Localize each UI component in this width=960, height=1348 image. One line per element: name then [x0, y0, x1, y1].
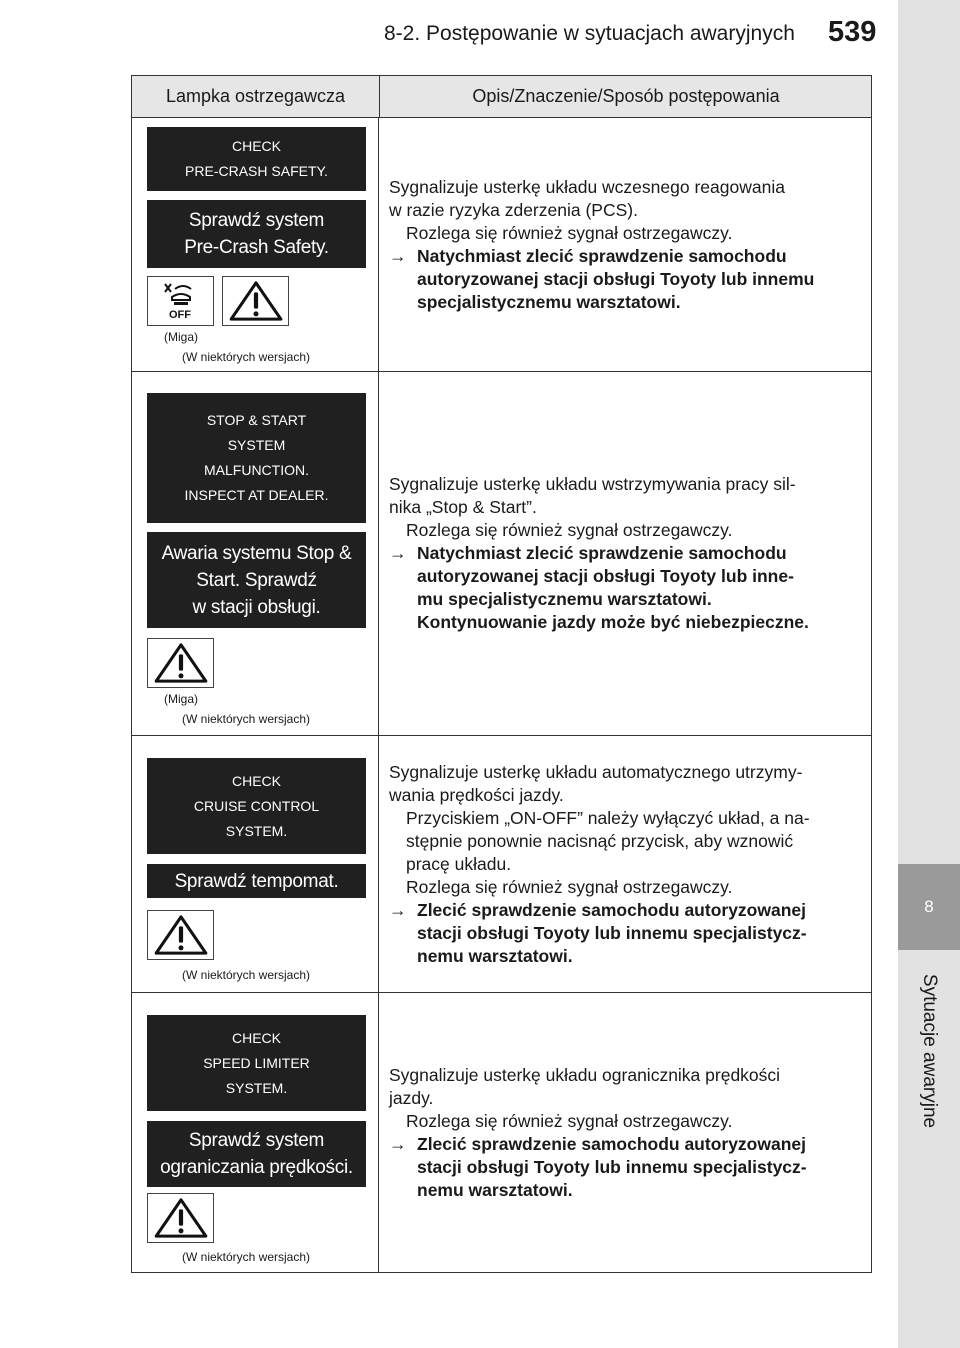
description-text	[379, 176, 828, 314]
table-row	[132, 736, 871, 993]
text-line: Kontynuowanie jazdy może być niebezpieczne.	[417, 612, 809, 632]
warning-lights-table	[131, 75, 872, 1273]
text-line: Natychmiast zlecić sprawdzenie samochodu	[417, 245, 787, 266]
text-line: stacji obsługi Toyoty lub innemu specjalistycz-	[417, 1156, 807, 1177]
description-note: Rozlega się również sygnał ostrzegawczy.	[406, 1110, 733, 1131]
text-line: mu specjalistycznemu warsztatowi.	[417, 589, 712, 609]
text-line: Sygnalizuje usterkę układu wczesnego reagowania	[389, 176, 785, 197]
display-message-english	[147, 758, 366, 854]
column-header-lamp: Lampka ostrzegawcza	[165, 86, 346, 106]
text-line: Sygnalizuje usterkę układu automatycznego utrzymy-	[389, 761, 803, 782]
message-line: CHECK	[231, 138, 281, 154]
display-message-english	[147, 393, 366, 523]
chapter-title-vertical	[898, 956, 960, 1146]
description-intro	[389, 761, 810, 807]
message-line: w stacji obsługi.	[192, 596, 321, 618]
text-line: stępnie ponownie nacisnąć przycisk, aby wznowić	[406, 830, 794, 851]
description-note: Rozlega się również sygnał ostrzegawczy.	[406, 222, 733, 243]
text-line: autoryzowanej stacji obsługi Toyoty lub inne-	[417, 566, 794, 586]
text-line: wania prędkości jazdy.	[389, 784, 564, 805]
description-text	[379, 473, 823, 634]
section-title: 8-2. Postępowanie w sytuacjach awaryjnych	[384, 22, 795, 45]
description-cell	[379, 372, 871, 735]
column-header-description: Opis/Znaczenie/Sposób postępowania	[379, 76, 872, 117]
page-number: 539	[828, 16, 877, 48]
description-cell	[379, 993, 871, 1272]
description-cell	[379, 736, 871, 992]
chapter-number-badge: 8	[898, 864, 960, 950]
warning-triangle-icon	[222, 276, 289, 326]
description-intro	[389, 1064, 807, 1110]
text-line: Sygnalizuje usterkę układu wstrzymywania pracy sil-	[389, 474, 796, 494]
description-text	[379, 1064, 821, 1202]
version-note: (W niektórych wersjach)	[182, 1250, 311, 1264]
table-row	[132, 993, 871, 1272]
message-line: Sprawdź system	[188, 210, 325, 231]
message-line: Sprawdź tempomat.	[174, 870, 339, 892]
pcs-off-icon	[147, 276, 214, 326]
message-line: Pre-Crash Safety.	[184, 237, 329, 258]
action-instruction	[389, 1133, 807, 1202]
message-line: Start. Sprawdź	[196, 569, 317, 591]
action-instruction	[389, 245, 814, 314]
message-line: INSPECT AT DEALER.	[184, 487, 329, 503]
text-line: Przyciskiem „ON-OFF” należy wyłączyć układ, a na-	[406, 807, 810, 828]
message-line: Sprawdź system	[188, 1130, 325, 1151]
version-note: (W niektórych wersjach)	[182, 968, 311, 982]
lamp-cell	[132, 993, 379, 1272]
chapter-title: Sytuacje awaryjne	[919, 973, 941, 1129]
version-note: (W niektórych wersjach)	[182, 350, 311, 364]
warning-triangle-icon	[147, 1193, 214, 1243]
message-line: CRUISE CONTROL	[193, 797, 320, 814]
display-message-polish	[147, 532, 366, 628]
message-line: CHECK	[231, 1029, 281, 1046]
message-line: SYSTEM.	[225, 1079, 288, 1096]
message-line: SYSTEM	[227, 437, 286, 453]
lamp-cell	[132, 118, 379, 371]
description-intro	[389, 473, 809, 519]
message-line: SYSTEM.	[225, 822, 288, 839]
warning-triangle-icon	[147, 910, 214, 960]
text-line: w razie ryzyka zderzenia (PCS).	[389, 199, 638, 220]
text-line: stacji obsługi Toyoty lub innemu specjalistycz-	[417, 922, 807, 943]
display-message-english	[147, 1015, 366, 1111]
description-note: Rozlega się również sygnał ostrzegawczy.	[406, 520, 733, 540]
table-row	[132, 118, 871, 372]
text-line: Sygnalizuje usterkę układu ogranicznika prędkości	[389, 1064, 781, 1085]
message-line: ograniczania prędkości.	[160, 1157, 353, 1178]
text-line: nemu warsztatowi.	[417, 945, 573, 966]
message-line: STOP & START	[206, 412, 307, 428]
action-instruction	[389, 899, 810, 968]
table-header	[132, 76, 871, 118]
message-line: CHECK	[231, 772, 281, 789]
text-line: nika „Stop & Start”.	[389, 497, 537, 517]
arrow-icon: →	[389, 1133, 407, 1154]
description-text	[379, 761, 824, 968]
action-instruction	[389, 542, 809, 634]
text-line: pracę układu.	[406, 853, 512, 874]
lamp-cell	[132, 736, 379, 992]
text-line: Natychmiast zlecić sprawdzenie samochodu	[417, 543, 787, 563]
warning-triangle-icon	[147, 638, 214, 688]
message-line: MALFUNCTION.	[204, 462, 309, 478]
description-cell	[379, 118, 871, 371]
display-message-polish	[147, 864, 366, 898]
text-line: specjalistycznemu warsztatowi.	[417, 291, 681, 312]
arrow-icon: →	[389, 245, 407, 266]
display-message-english	[147, 127, 366, 191]
lamp-cell	[132, 372, 379, 735]
display-message-polish	[147, 200, 366, 268]
table-row	[132, 372, 871, 736]
blink-note: (Miga)	[164, 692, 199, 706]
svg-text:OFF: OFF	[168, 309, 191, 321]
version-note: (W niektórych wersjach)	[182, 712, 311, 726]
message-line: Awaria systemu Stop &	[161, 542, 352, 564]
description-note	[389, 807, 810, 899]
message-line: PRE-CRASH SAFETY.	[185, 163, 328, 179]
description-intro	[389, 176, 814, 222]
arrow-icon: →	[389, 899, 407, 920]
text-line: Zlecić sprawdzenie samochodu autoryzowanej	[417, 899, 806, 920]
text-line: nemu warsztatowi.	[417, 1179, 573, 1200]
text-line: jazdy.	[389, 1087, 434, 1108]
text-line: autoryzowanej stacji obsługi Toyoty lub innemu	[417, 268, 815, 289]
arrow-icon: →	[389, 543, 407, 563]
message-line: SPEED LIMITER	[203, 1054, 310, 1071]
display-message-polish	[147, 1121, 366, 1187]
text-line: Rozlega się również sygnał ostrzegawczy.	[406, 876, 733, 897]
text-line: Zlecić sprawdzenie samochodu autoryzowanej	[417, 1133, 806, 1154]
blink-note: (Miga)	[164, 330, 199, 344]
